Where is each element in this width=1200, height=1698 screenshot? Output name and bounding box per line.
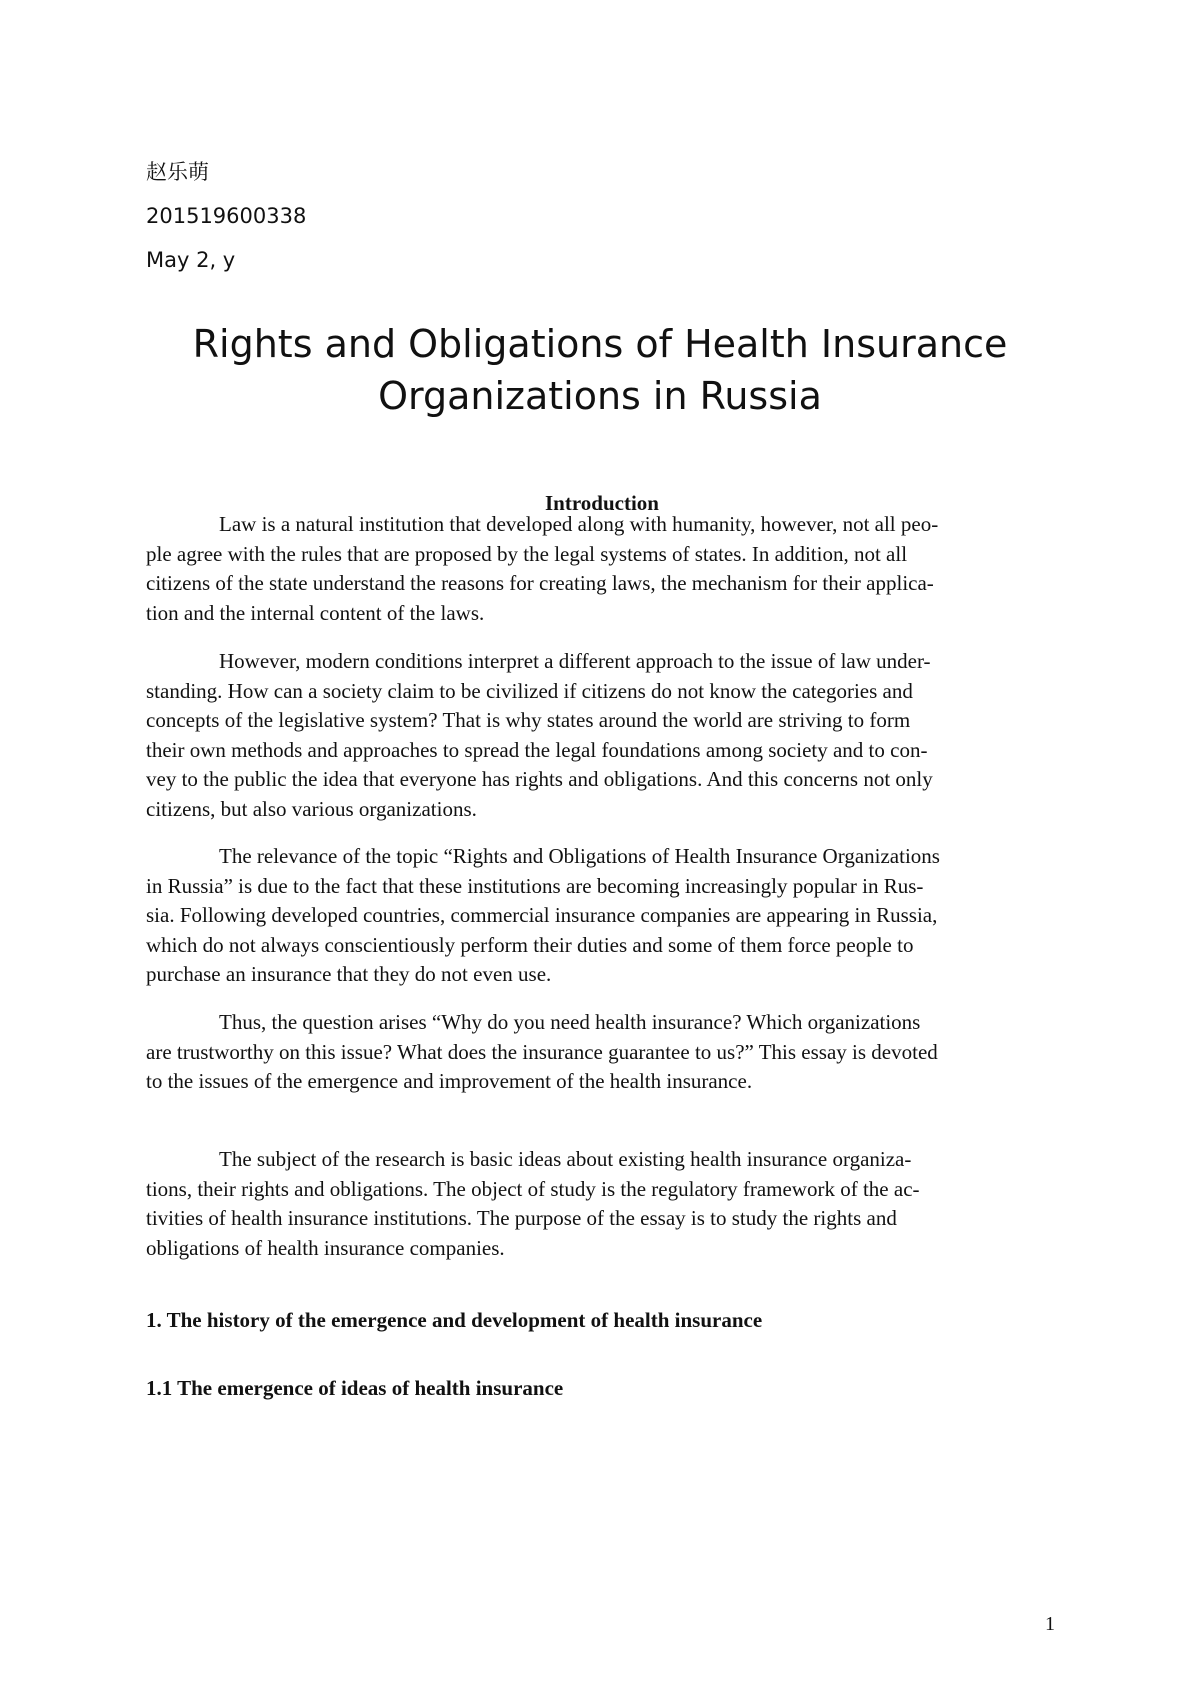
paragraph-law-institution xyxy=(146,510,1062,628)
title-line: Rights and Obligations of Health Insurance xyxy=(192,322,1008,366)
document-date: May 2, y xyxy=(146,248,236,272)
paragraph-line: citizens, but also various organizations. xyxy=(146,796,477,821)
paragraph-line: to the issues of the emergence and improvement of the health insurance. xyxy=(146,1069,753,1093)
paragraph-line: in Russia” is due to the fact that these institutions are becoming increasingly popular in Rus- xyxy=(146,873,924,898)
paragraph-line: sia. Following developed countries, commercial insurance companies are appearing in Russia, xyxy=(146,903,938,927)
paragraph-line: The subject of the research is basic ideas about existing health insurance organiza- xyxy=(219,1147,912,1171)
header-block xyxy=(146,150,306,282)
paragraph-line: concepts of the legislative system? That is why states around the world are striving to form xyxy=(146,708,911,732)
introduction-heading: Introduction xyxy=(545,491,659,515)
paragraph-line: obligations of health insurance companies. xyxy=(146,1235,505,1260)
paragraph-line: standing. How can a society claim to be civilized if citizens do not know the categories and xyxy=(146,678,913,703)
paragraph-line: tions, their rights and obligations. The object of study is the regulatory framework of the ac- xyxy=(146,1176,920,1201)
paragraph-line: citizens of the state understand the reasons for creating laws, the mechanism for their applica- xyxy=(146,571,934,595)
paragraph-line: Thus, the question arises “Why do you need health insurance? Which organizations xyxy=(219,1010,921,1034)
paragraph-modern-conditions xyxy=(146,647,1062,824)
paragraph-line: their own methods and approaches to spread the legal foundations among society and to con- xyxy=(146,737,928,762)
paragraph-line: The relevance of the topic “Rights and Obligations of Health Insurance Organizations xyxy=(219,844,940,868)
section-1-1-heading: 1.1 The emergence of ideas of health insurance xyxy=(146,1376,564,1400)
page-number: 1 xyxy=(1045,1613,1055,1635)
paragraph-line: are trustworthy on this issue? What does the insurance guarantee to us?” This essay is devoted xyxy=(146,1039,938,1064)
title-line: Organizations in Russia xyxy=(378,374,822,418)
section-1-heading: 1. The history of the emergence and development of health insurance xyxy=(146,1308,763,1332)
paragraph-relevance xyxy=(146,842,1062,990)
paragraph-line: ple agree with the rules that are proposed by the legal systems of states. In addition, not all xyxy=(146,541,908,566)
paragraph-line: Law is a natural institution that developed along with humanity, however, not all peo- xyxy=(219,512,939,536)
student-id: 201519600338 xyxy=(146,204,307,228)
paragraph-line: tion and the internal content of the laws. xyxy=(146,600,485,625)
paragraph-line: However, modern conditions interpret a different approach to the issue of law under- xyxy=(219,649,931,673)
paragraph-line: which do not always conscientiously perform their duties and some of them force people to xyxy=(146,932,914,957)
paragraph-line: tivities of health insurance institutions. The purpose of the essay is to study the rights and xyxy=(146,1206,897,1230)
paragraph-line: purchase an insurance that they do not even use. xyxy=(146,962,552,986)
author-name: 赵乐萌 xyxy=(146,160,209,184)
paragraph-subject xyxy=(146,1145,1062,1263)
paragraph-line: vey to the public the idea that everyone has rights and obligations. And this concerns not only xyxy=(146,767,933,791)
page-title xyxy=(120,318,1080,422)
paragraph-question xyxy=(146,1008,1062,1097)
